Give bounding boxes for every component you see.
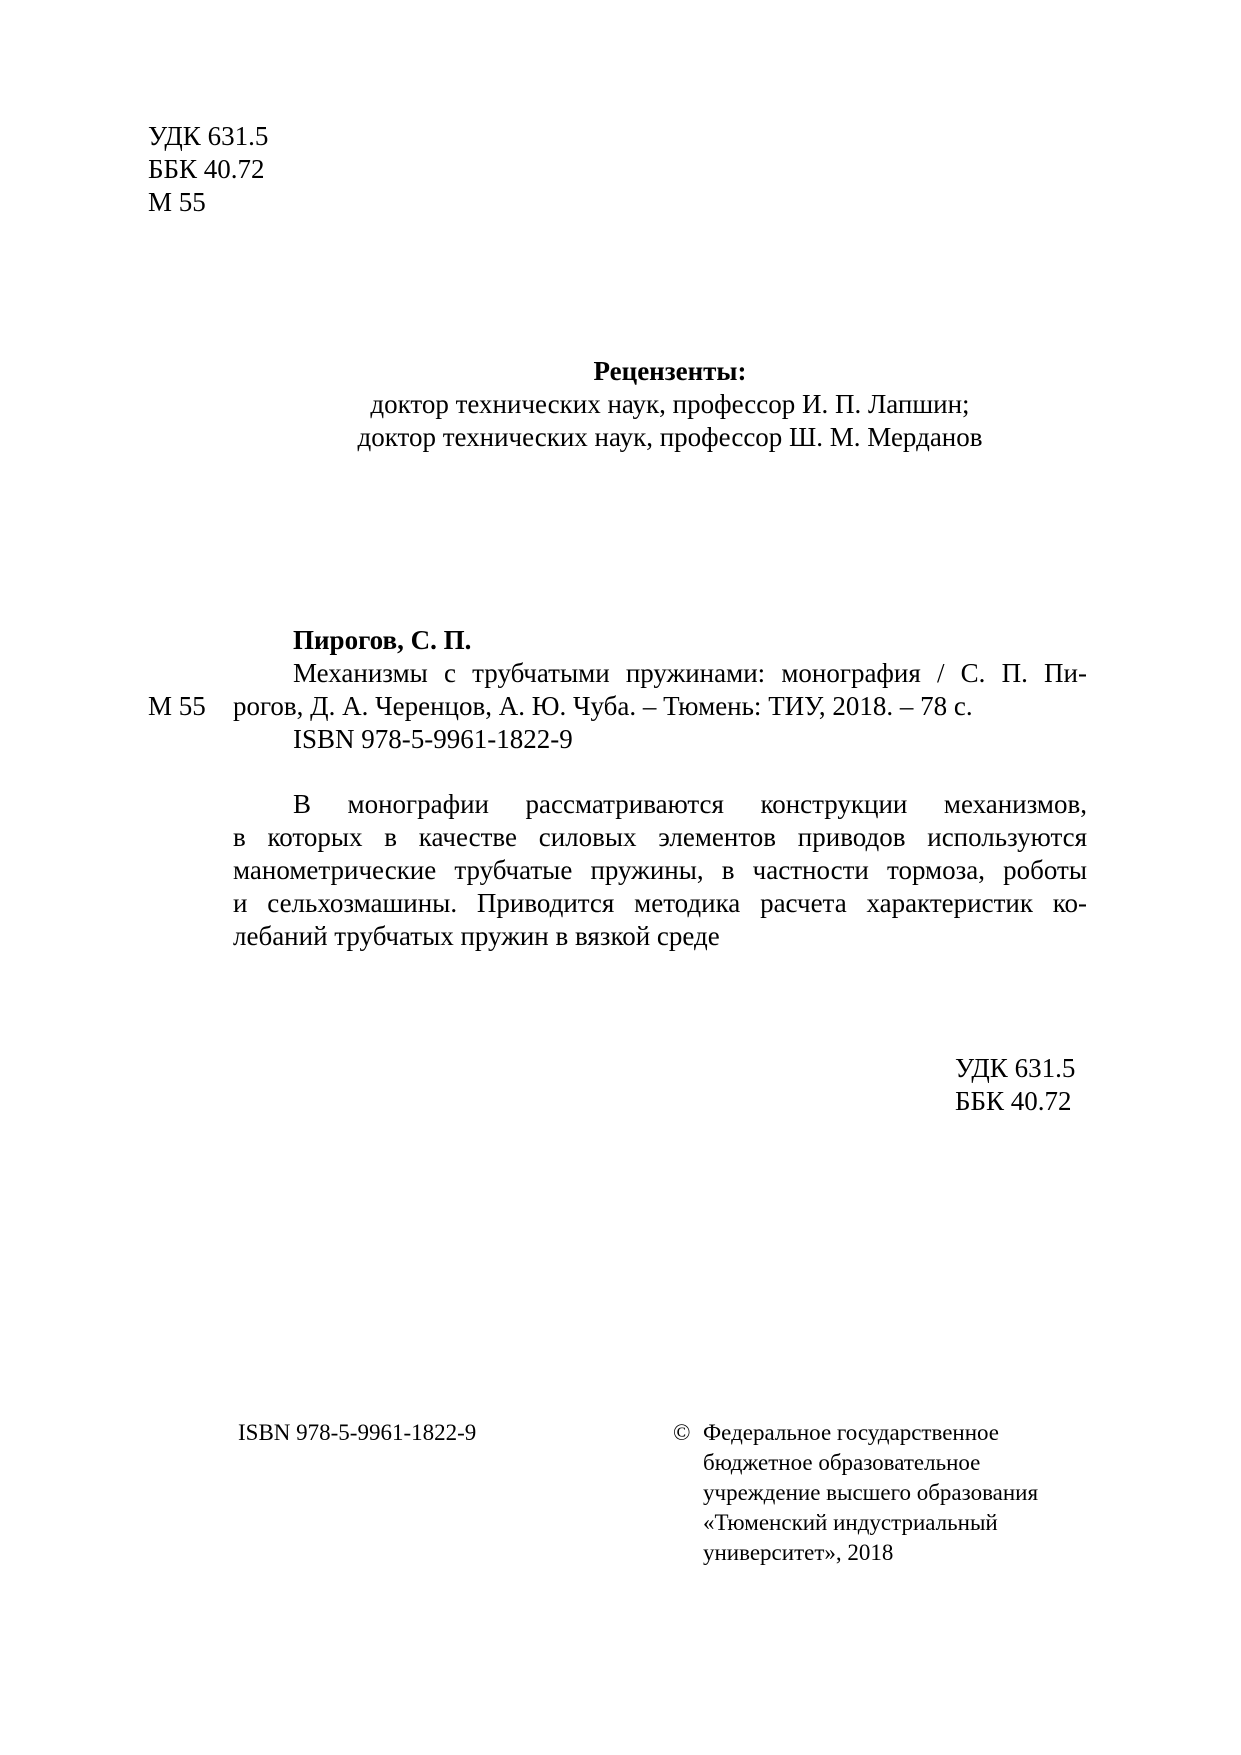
bibliography-isbn: ISBN 978-5-9961-1822-9: [293, 724, 573, 754]
abstract-line: манометрические трубчатые пружины, в частности тормоза, роботы: [233, 855, 1087, 885]
abstract-line: В монографии рассматриваются конструкции механизмов,: [293, 789, 1087, 819]
reviewers-heading: Рецензенты:: [593, 356, 747, 386]
bibliography-title-line: Механизмы с трубчатыми пружинами: монография / С. П. Пи-: [293, 658, 1087, 688]
udk-code: УДК 631.5: [955, 1053, 1076, 1083]
reviewer-line: доктор технических наук, профессор Ш. М. Мерданов: [357, 422, 983, 452]
copyright-line: университет», 2018: [703, 1540, 894, 1565]
copyright-line: бюджетное образовательное: [703, 1450, 981, 1475]
bibliography-author-mark: М 55: [148, 691, 206, 721]
copyright-line: «Тюменский индустриальный: [703, 1510, 998, 1535]
bibliography-author: Пирогов, С. П.: [293, 625, 472, 655]
bibliography-publication-line: рогов, Д. А. Черенцов, А. Ю. Чуба. – Тюмень: ТИУ, 2018. – 78 с.: [233, 691, 973, 721]
author-mark: М 55: [148, 187, 206, 217]
copyright-line: учреждение высшего образования: [703, 1480, 1039, 1505]
bbk-code: ББК 40.72: [148, 154, 265, 184]
udk-code: УДК 631.5: [148, 121, 269, 151]
abstract-line: в которых в качестве силовых элементов приводов используются: [233, 822, 1087, 852]
abstract-line: и сельхозмашины. Приводится методика расчета характеристик ко-: [233, 888, 1087, 918]
reviewers-block: [200, 355, 1140, 454]
bbk-code: ББК 40.72: [955, 1086, 1072, 1116]
classification-block: [148, 120, 268, 219]
copyright-holder: [703, 1418, 1038, 1568]
footer-isbn: ISBN 978-5-9961-1822-9: [238, 1420, 477, 1445]
reviewer-line: доктор технических наук, профессор И. П. Лапшин;: [370, 389, 970, 419]
classification-right: [955, 1052, 1075, 1118]
abstract-line-last: лебаний трубчатых пружин в вязкой среде: [233, 921, 720, 951]
copyright-line: Федеральное государственное: [703, 1420, 1000, 1445]
copyright-symbol: ©: [673, 1420, 691, 1445]
